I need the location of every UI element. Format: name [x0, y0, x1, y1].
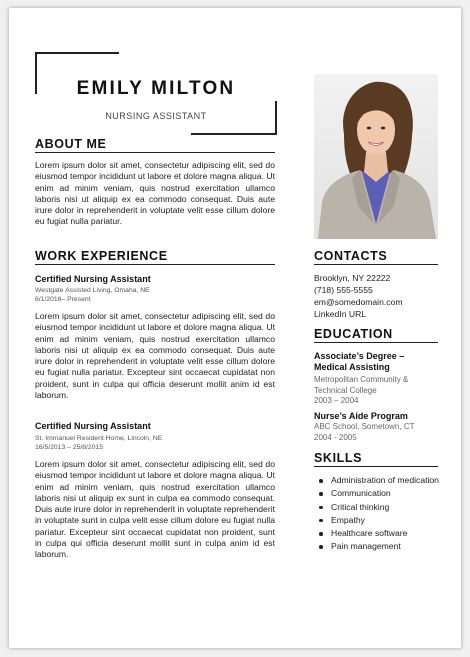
job-description: Lorem ipsum dolor sit amet, consectetur adipiscing elit, sed do eiusmod tempor incididunt ut labore et dolore magna aliqua. Ut enim ad minim veniam, quis nostrud exercitation ullamco laboris nisi ut aliquip ex ea commodo consequat. Duis aute irure dolor in reprehenderit in voluptate velit esse cillum dolore eu fugiat nulla pariatur. Excepteur sint occaecat cupidatat non proident, sunt in culpa qui officia deserunt mollit anim id est laborum. [35, 311, 275, 401]
profile-photo [314, 74, 438, 239]
job-title: Certified Nursing Assistant [35, 421, 151, 431]
education-heading: EDUCATION [314, 327, 438, 343]
skills-heading: SKILLS [314, 451, 438, 467]
job-dates: 16/5/2013 – 25/8/2015 [35, 444, 104, 451]
skill-item: Communication [314, 487, 444, 500]
job-dates: 6/1/2016– Present [35, 296, 91, 303]
education-degree: Nurse’s Aide Program [314, 411, 408, 421]
candidate-title: NURSING ASSISTANT [105, 111, 207, 121]
job-employer: Westgate Assisted Living, Omaha, NE [35, 287, 150, 294]
education-years: 2003 – 2004 [314, 396, 359, 405]
contacts-heading: CONTACTS [314, 249, 438, 265]
header-frame-top-left [35, 52, 119, 54]
contact-address: Brooklyn, NY 22222 [314, 273, 391, 283]
skill-item: Administration of medication [314, 474, 444, 487]
contact-email[interactable]: em@somedomain.com [314, 297, 403, 307]
header-frame-bottom-right [191, 133, 277, 135]
skill-item: Pain management [314, 540, 444, 553]
contact-phone: (718) 555-5555 [314, 285, 373, 295]
job-title: Certified Nursing Assistant [35, 274, 151, 284]
about-text: Lorem ipsum dolor sit amet, consectetur adipiscing elit, sed do eiusmod tempor incididunt ut labore et dolore magna aliqua. Ut enim ad minim veniam, quis nostrud exercitation ullamco laboris nisi ut aliquip ex ea commodo consequat. Duis aute irure dolor in reprehenderit in voluptate velit esse cillum dolore eu fugiat nulla pariatur. [35, 160, 275, 227]
contact-linkedin[interactable]: LinkedIn URL [314, 309, 367, 319]
skill-item: Critical thinking [314, 501, 444, 514]
resume-page [9, 8, 461, 648]
skills-list [314, 474, 444, 554]
candidate-name: EMILY MILTON [76, 78, 236, 99]
job-employer: St. Immanuel Resident Home, Lincoln, NE [35, 435, 163, 442]
skill-item: Empathy [314, 514, 444, 527]
job-description: Lorem ipsum dolor sit amet, consectetur adipiscing elit, sed do eiusmod tempor incididunt ut labore et dolore magna aliqua. Ut enim ad minim veniam, quis nostrud exercitation ullamco laboris nisi ut aliquip ex sunt in culpa ea commodo consequat. Duis aute irure dolor in reprehenderit in voluptate reprehenderit in voluptate sunt in culpa velit esse cillum dolore eu fugiat nulla pariatur. Excepteur sint occaecat cupidatat non proident, sunt in culpa qui officia deserunt mollit sunt in culpa anim id est laborum. [35, 459, 275, 560]
about-heading: ABOUT ME [35, 137, 275, 153]
education-degree: Associate’s Degree – Medical Assisting [314, 351, 405, 372]
experience-heading: WORK EXPERIENCE [35, 249, 275, 265]
skill-item: Healthcare software [314, 527, 444, 540]
education-school: ABC School, Sometown, CT [314, 422, 415, 431]
person-portrait-icon [314, 74, 438, 239]
education-school: Metropolitan Community & Technical College [314, 375, 409, 395]
education-years: 2004 - 2005 [314, 433, 357, 442]
